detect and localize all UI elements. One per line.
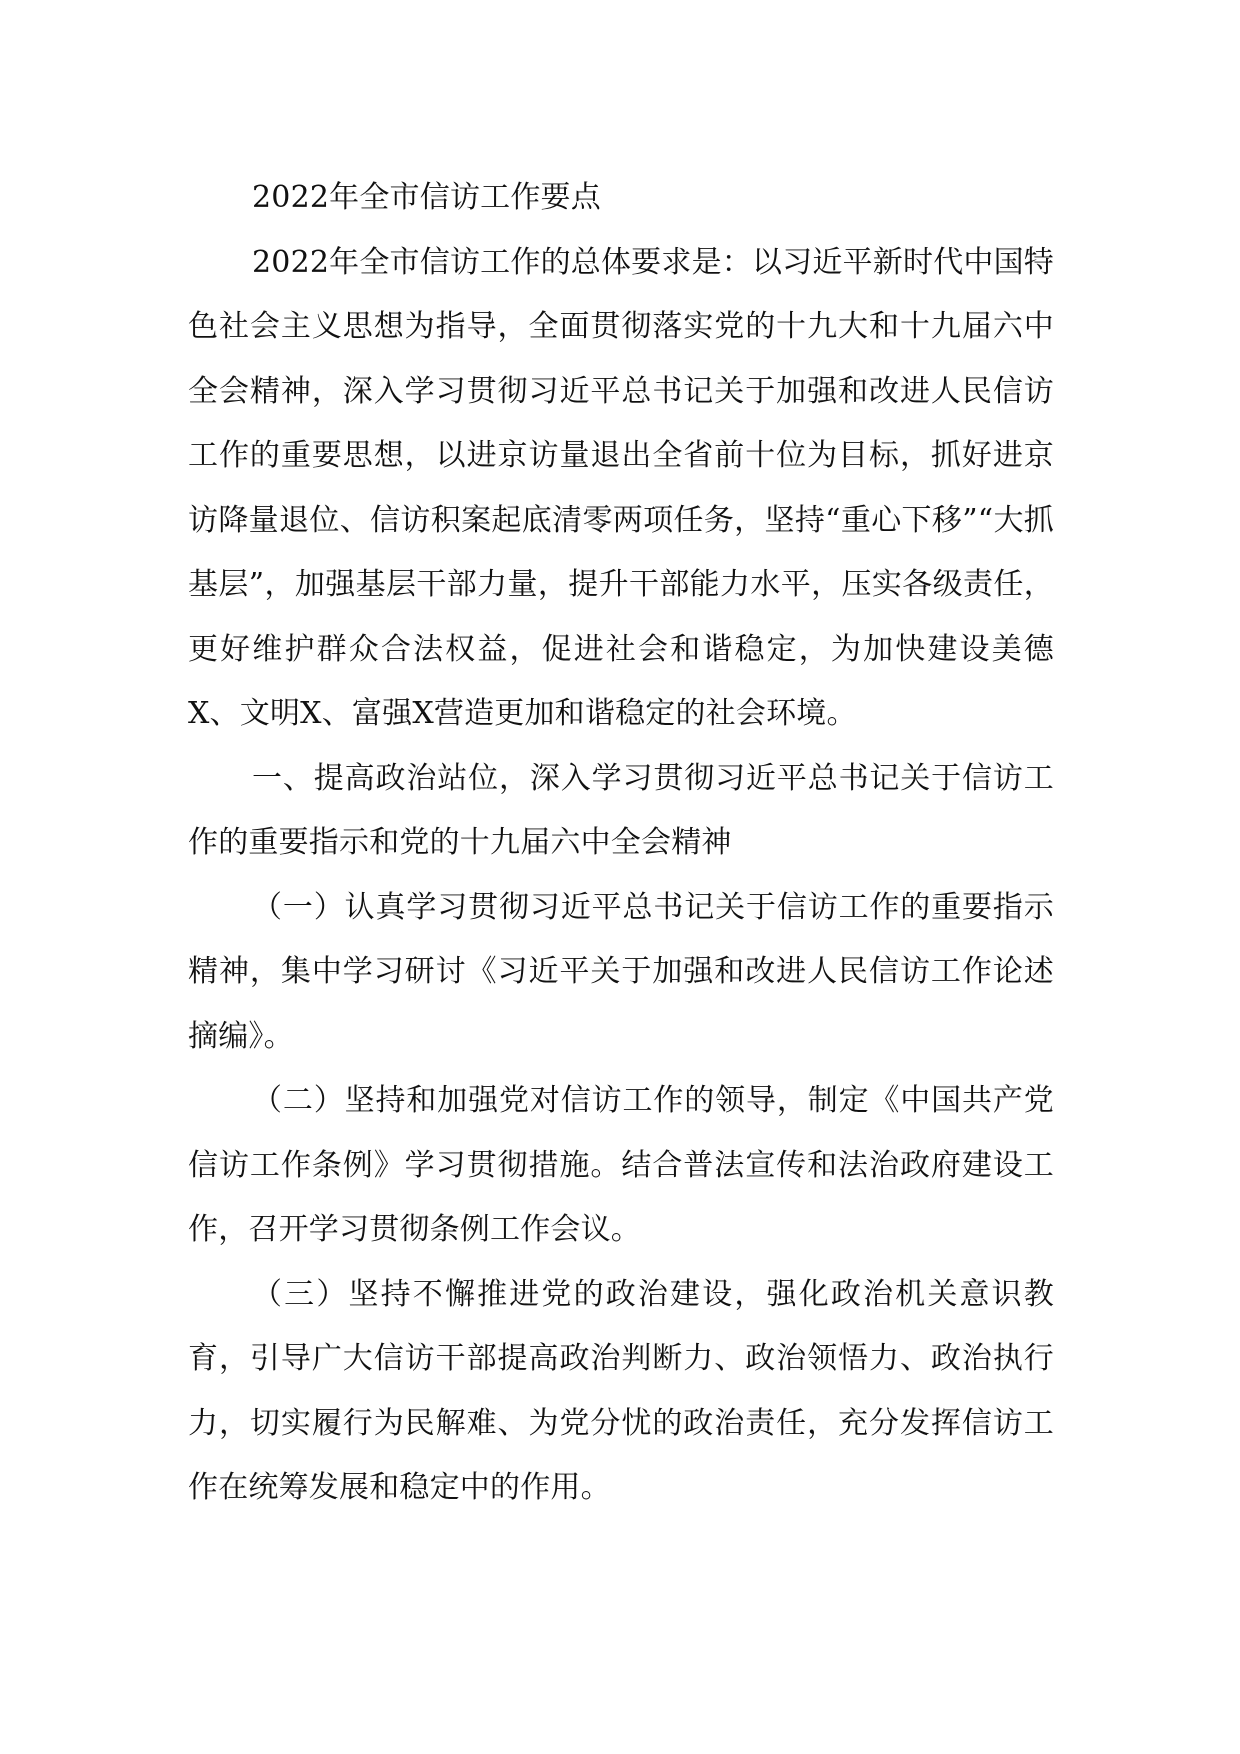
paragraph-item-3: （三）坚持不懈推进党的政治建设，强化政治机关意识教育，引导广大信访干部提高政治判断力、政治领悟力、政治执行力，切实履行为民解难、为党分忧的政治责任，充分发挥信访工作在统筹发展和稳定中的作用。	[188, 1276, 1054, 1505]
section-heading-1: 一、提高政治站位，深入学习贯彻习近平总书记关于信访工作的重要指示和党的十九届六中全会精神	[188, 760, 1054, 860]
paragraph-item-2: （二）坚持和加强党对信访工作的领导，制定《中国共产党信访工作条例》学习贯彻措施。结合普法宣传和法治政府建设工作，召开学习贯彻条例工作会议。	[188, 1083, 1054, 1247]
document-title: 2022年全市信访工作要点	[252, 180, 601, 215]
paragraph-overall-requirements: 2022年全市信访工作的总体要求是：以习近平新时代中国特色社会主义思想为指导，全面贯彻落实党的十九大和十九届六中全会精神，深入学习贯彻习近平总书记关于加强和改进人民信访工作的重要思想，以进京访量退出全省前十位为目标，抓好进京访降量退位、信访积案起底清零两项任务，坚持“重心下移”“大抓基层”，加强基层干部力量，提升干部能力水平，压实各级责任，更好维护群众合法权益，促进社会和谐稳定，为加快建设美德X、文明X、富强X营造更加和谐稳定的社会环境。	[188, 244, 1054, 731]
paragraph-item-1: （一）认真学习贯彻习近平总书记关于信访工作的重要指示精神，集中学习研讨《习近平关于加强和改进人民信访工作论述摘编》。	[188, 889, 1054, 1054]
document-body	[188, 166, 1054, 1521]
